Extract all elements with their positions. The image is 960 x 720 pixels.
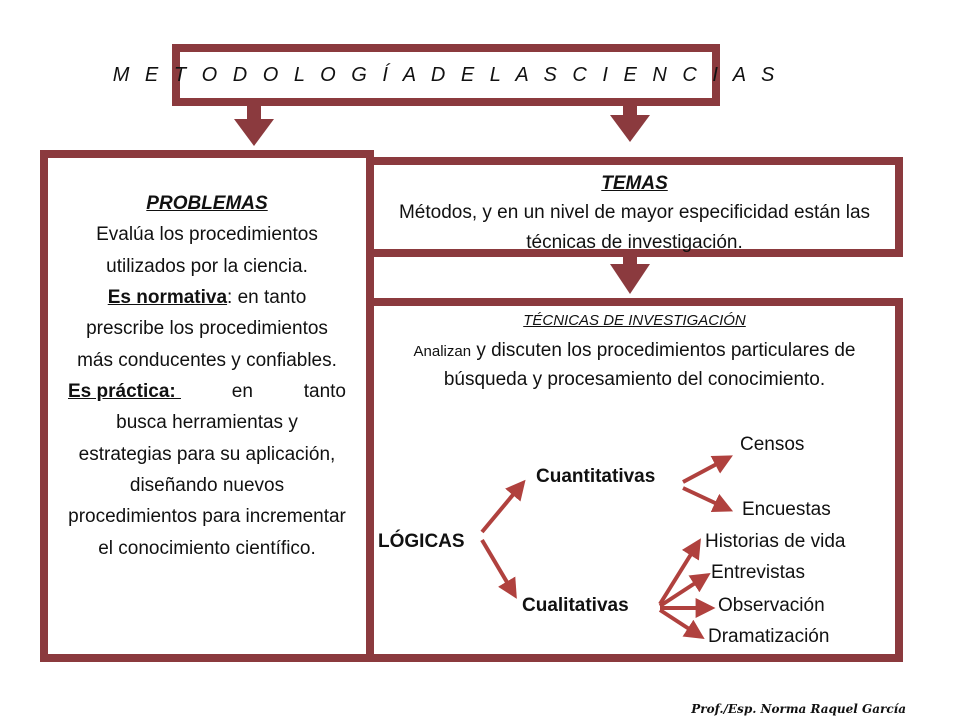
node-observacion: Observación (718, 595, 825, 616)
author-credit: Prof./Esp. Norma Raquel García (691, 702, 906, 716)
normativa-text: : en tanto prescribe los procedimientos más conducentes y confiables. (77, 287, 337, 371)
node-dramatizacion: Dramatización (708, 626, 830, 647)
practica-en: en (231, 381, 253, 403)
arrow-logicas-cualitativas (482, 540, 514, 594)
page-title: M E T O D O L O G Í A D E L A S C I E N C I A S (112, 63, 780, 86)
arrow-cuant-censos (683, 458, 728, 482)
node-cualitativas: Cualitativas (522, 595, 629, 616)
node-cuantitativas: Cuantitativas (536, 466, 656, 487)
tecnicas-heading: TÉCNICAS DE INVESTIGACIÓN (523, 312, 746, 329)
practica-label: Es práctica: (68, 381, 181, 403)
node-historias: Historias de vida (705, 531, 846, 552)
problemas-heading: PROBLEMAS (146, 193, 268, 214)
node-logicas: LÓGICAS (378, 531, 465, 552)
tecnicas-desc-small: Analizan (413, 343, 472, 360)
practica-text: busca herramientas y estrategias para su aplicación, diseñando nuevos procedimientos para incrementar el conocimiento científico. (68, 412, 346, 559)
tecnicas-desc-rest: y discuten los procedimientos particulares de búsqueda y procesamiento del conocimiento. (443, 340, 856, 391)
arrow-logicas-cuantitativas (482, 484, 522, 532)
arrow-cuant-encuestas (683, 488, 728, 509)
temas-heading: TEMAS (601, 173, 668, 194)
node-encuestas: Encuestas (742, 499, 831, 520)
temas-text: Métodos, y en un nivel de mayor especificidad están las técnicas de investigación. (398, 202, 871, 253)
normativa-label: Es normativa (107, 287, 228, 309)
arrow-cual-dramatizacion (660, 610, 700, 636)
problemas-intro: Evalúa los procedimientos utilizados por la ciencia. (96, 224, 318, 277)
practica-tanto: tanto (303, 381, 346, 403)
node-censos: Censos (740, 434, 805, 455)
node-entrevistas: Entrevistas (711, 562, 805, 583)
